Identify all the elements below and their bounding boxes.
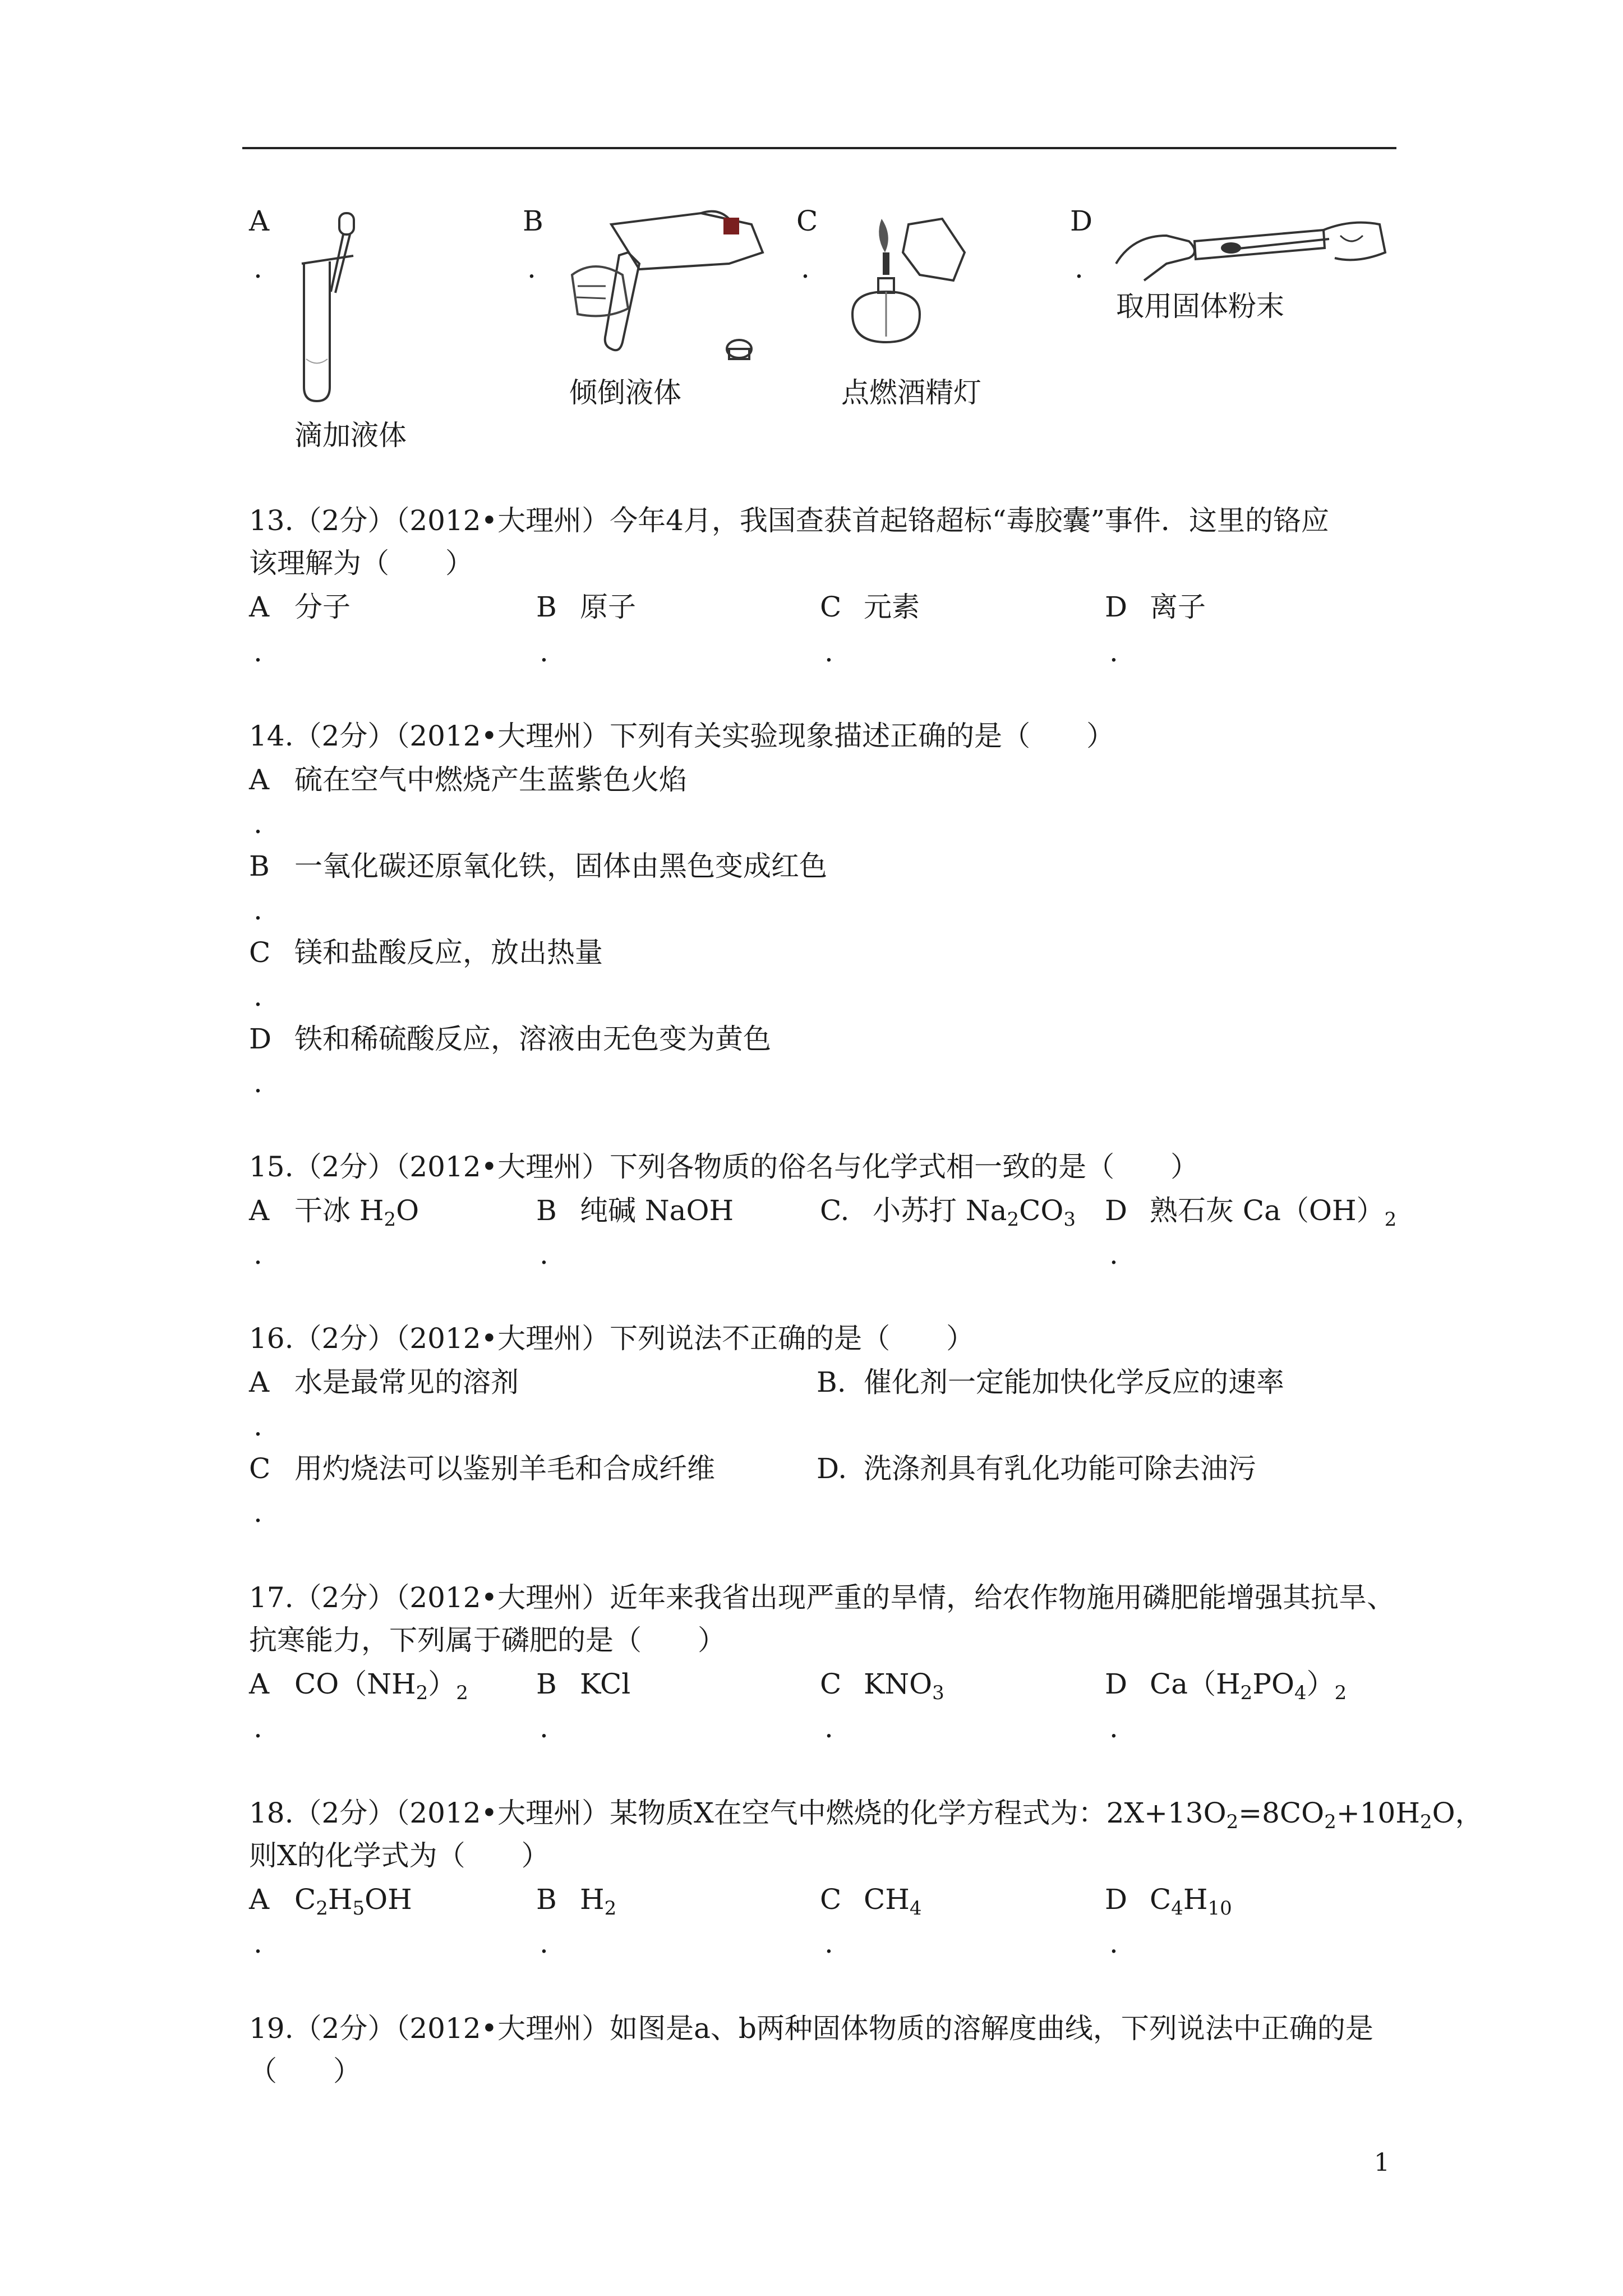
option-text: 催化剂一定能加快化学反应的速率: [864, 1366, 1284, 1398]
option-dot: .: [253, 1066, 262, 1099]
option-letter: B: [523, 205, 543, 237]
option-dot: .: [253, 1496, 262, 1529]
option-letter: C.: [820, 1194, 850, 1227]
option-text: $Ca(H_2PO_4)_2$: [1150, 1668, 1347, 1704]
option-text: 一氧化碳还原氧化铁，固体由黑色变成红色: [294, 850, 827, 882]
option-caption: 点燃酒精灯: [841, 376, 981, 409]
option-text: $H_2$: [580, 1883, 617, 1920]
option-dot: .: [824, 636, 833, 668]
option-dot: .: [253, 894, 262, 926]
pouring-liquid-illustration: [561, 202, 796, 370]
option-text: 水是最常见的溶剂: [294, 1366, 519, 1398]
option-letter: B: [536, 1883, 557, 1916]
option-dot: .: [253, 1927, 262, 1959]
question-stem: 13.（2分）（2012•大理州）今年4月，我国查获首起铬超标“毒胶囊”事件．这里的铬应: [249, 504, 1329, 537]
option-letter: D: [1070, 205, 1093, 237]
option-letter: A: [249, 591, 270, 623]
option-letter: B: [249, 850, 270, 882]
option-dot: .: [527, 252, 536, 284]
option-text: 元素: [864, 591, 920, 623]
option-text: 纯碱 NaOH: [580, 1194, 734, 1227]
question-stem: 16.（2分）（2012•大理州）下列说法不正确的是（ ）: [249, 1322, 975, 1355]
option-dot: .: [253, 1410, 262, 1442]
option-text: KCl: [580, 1668, 631, 1700]
option-dot: .: [253, 807, 262, 840]
option-letter: B: [536, 1668, 557, 1700]
option-text: 铁和稀硫酸反应，溶液由无色变为黄色: [294, 1023, 771, 1055]
option-letter: B: [536, 1194, 557, 1227]
question-stem-continued: （ ）: [249, 2055, 361, 2087]
option-dot: .: [824, 1711, 833, 1744]
header-rule: [242, 147, 1396, 149]
option-letter: C: [820, 1668, 842, 1700]
option-text: 硫在空气中燃烧产生蓝紫色火焰: [294, 763, 687, 796]
option-text: 离子: [1150, 591, 1206, 623]
option-letter: A: [249, 1668, 270, 1700]
option-text: 洗涤剂具有乳化功能可除去油污: [864, 1452, 1256, 1485]
question-stem: 14.（2分）（2012•大理州）下列有关实验现象描述正确的是（ ）: [249, 720, 1115, 752]
question-stem-continued: 则X的化学式为（ ）: [249, 1839, 550, 1872]
option-dot: .: [801, 252, 810, 284]
option-text: 干冰 $H_2O$: [294, 1194, 419, 1231]
option-caption: 取用固体粉末: [1116, 290, 1284, 323]
option-letter: A: [249, 205, 270, 237]
page-number: 1: [1374, 2148, 1390, 2177]
option-caption: 倾倒液体: [569, 376, 681, 409]
option-letter: C: [796, 205, 818, 237]
option-dot: .: [253, 636, 262, 668]
option-caption: 滴加液体: [294, 419, 407, 452]
option-letter: A: [249, 1366, 270, 1398]
option-dot: .: [253, 252, 262, 284]
option-text: $C_2H_5OH$: [294, 1883, 412, 1920]
option-dot: .: [253, 980, 262, 1013]
option-text: 原子: [580, 591, 636, 623]
option-text: $C_4H_{10}$: [1150, 1883, 1232, 1920]
option-dot: .: [540, 1927, 548, 1959]
lighting-alcohol-lamp-illustration: [830, 208, 987, 359]
option-letter: C: [249, 1452, 271, 1485]
option-letter: D: [1105, 1883, 1128, 1916]
option-dot: .: [1109, 1238, 1118, 1271]
option-text: 镁和盐酸反应，放出热量: [294, 936, 603, 969]
question-stem: 15.（2分）（2012•大理州）下列各物质的俗名与化学式相一致的是（ ）: [249, 1151, 1199, 1183]
option-text: 熟石灰 $Ca(OH)_2$: [1150, 1194, 1397, 1231]
question-stem-continued: 该理解为（ ）: [249, 547, 473, 579]
option-dot: .: [1109, 636, 1118, 668]
option-dot: .: [540, 1711, 548, 1744]
option-letter: C: [820, 1883, 842, 1916]
option-letter: C: [249, 936, 271, 969]
option-letter: B: [536, 591, 557, 623]
option-dot: .: [1109, 1711, 1118, 1744]
option-letter: A: [249, 1194, 270, 1227]
option-dot: .: [253, 1238, 262, 1271]
option-dot: .: [1075, 252, 1083, 284]
question-stem: 18.（2分）（2012•大理州）某物质X在空气中燃烧的化学方程式为：$2X+13O_2=8CO_2+10H_2O$，: [249, 1797, 1483, 1833]
option-letter: A: [249, 1883, 270, 1916]
taking-solid-powder-illustration: [1110, 202, 1391, 286]
option-letter: D: [249, 1023, 272, 1055]
question-stem: 19.（2分）（2012•大理州）如图是a、b两种固体物质的溶解度曲线，下列说法中正确的是: [249, 2012, 1373, 2045]
option-letter: D: [1105, 1668, 1128, 1700]
option-dot: .: [540, 636, 548, 668]
option-text: 小苏打 $Na_2CO_3$: [873, 1194, 1076, 1231]
option-text: 用灼烧法可以鉴别羊毛和合成纤维: [294, 1452, 715, 1485]
option-text: $CO(NH_2)_2$: [294, 1668, 468, 1704]
option-letter: A: [249, 763, 270, 796]
option-text: $KNO_3$: [864, 1668, 944, 1704]
option-letter: D.: [817, 1452, 847, 1485]
option-dot: .: [253, 1711, 262, 1744]
option-letter: C: [820, 591, 842, 623]
option-dot: .: [1109, 1927, 1118, 1959]
question-stem-continued: 抗寒能力，下列属于磷肥的是（ ）: [249, 1624, 726, 1657]
option-dot: .: [824, 1927, 833, 1959]
option-text: 分子: [294, 591, 351, 623]
option-letter: D: [1105, 591, 1128, 623]
question-stem: 17.（2分）（2012•大理州）近年来我省出现严重的旱情，给农作物施用磷肥能增强其抗旱、: [249, 1581, 1395, 1614]
option-letter: B.: [817, 1366, 846, 1398]
option-text: $CH_4$: [864, 1883, 922, 1920]
option-dot: .: [540, 1238, 548, 1271]
dropper-test-tube-illustration: [292, 208, 370, 409]
option-letter: D: [1105, 1194, 1128, 1227]
